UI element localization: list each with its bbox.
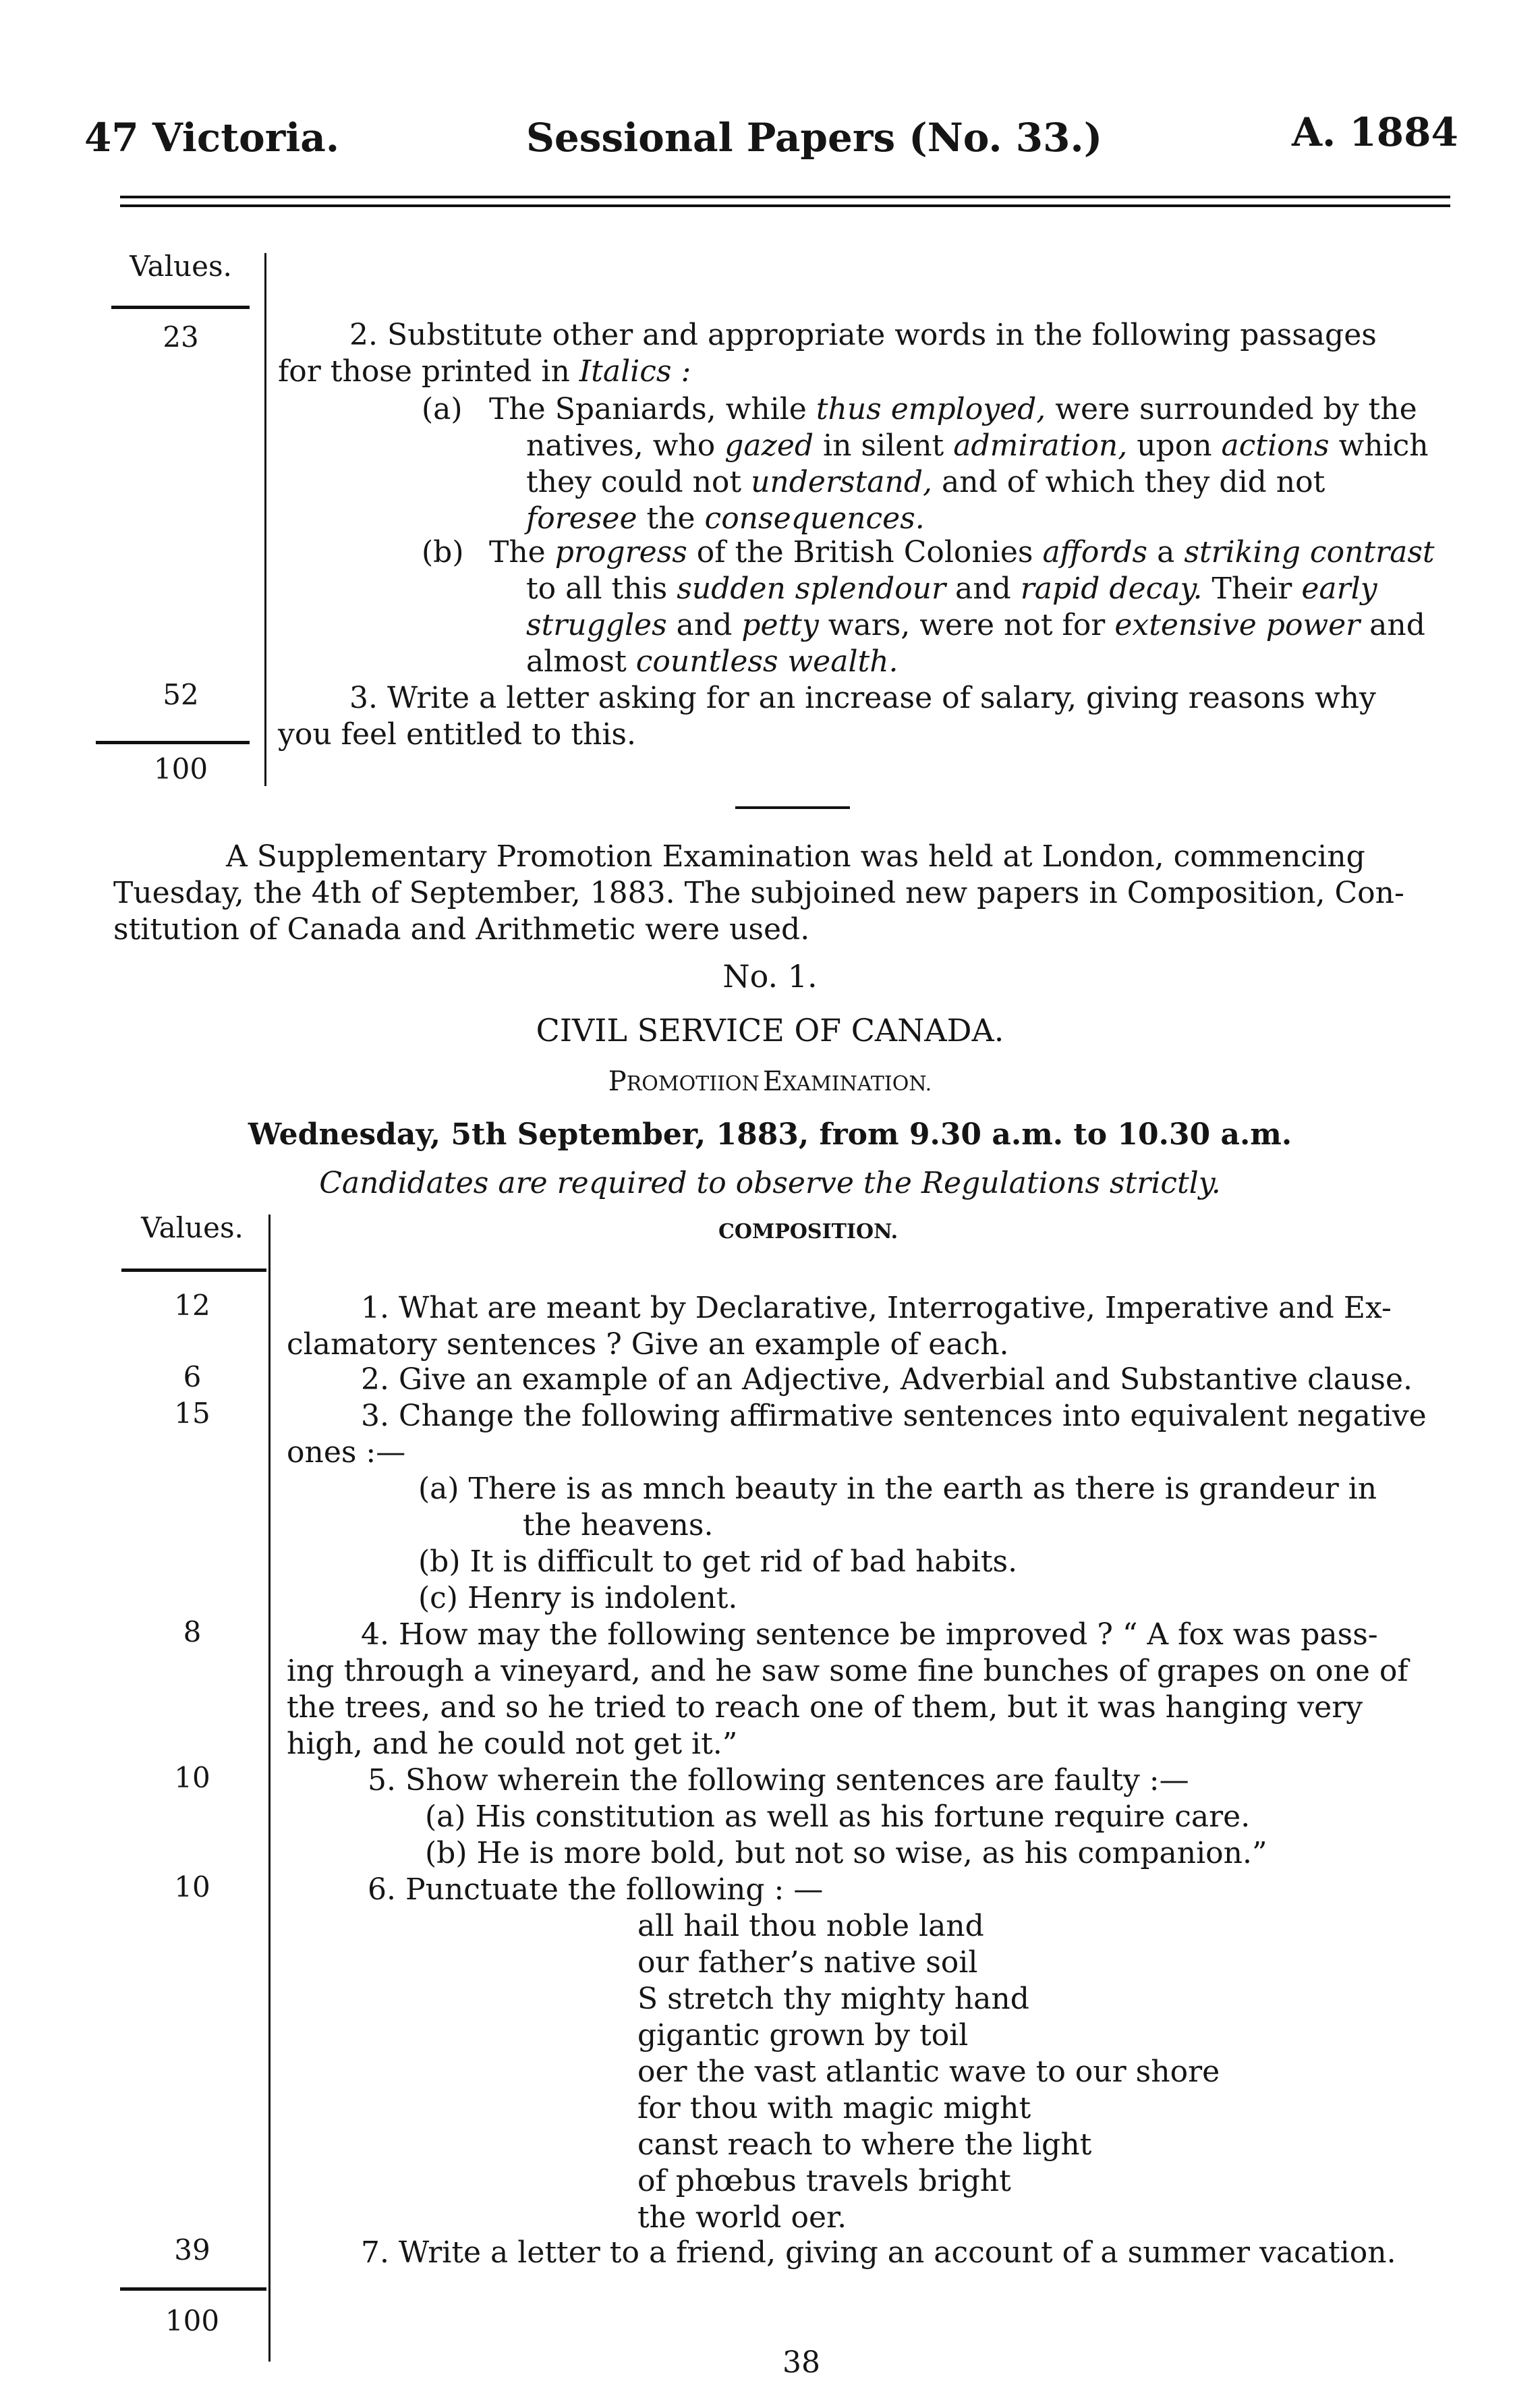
subitem-5a: (a) His constitution as well as his fortune require care.	[425, 1800, 1251, 1834]
question-5: 5. Show wherein the following sentences are faulty :—	[368, 1763, 1189, 1797]
question-2-line-2: for those printed in Italics :	[278, 354, 691, 389]
question-4-line-4: high, and he could not get it.”	[287, 1727, 738, 1761]
note-line-2: Tuesday, the 4th of September, 1883. The subjoined new papers in Composition, Con-	[113, 876, 1404, 910]
subitem-2a-line-1: The Spaniards, while thus employed, were surrounded by the	[489, 392, 1417, 426]
value-cell: 23	[163, 320, 199, 354]
exam-date: Wednesday, 5th September, 1883, from 9.30 a.m. to 10.30 a.m.	[248, 1117, 1292, 1152]
question-3-line-2: you feel entitled to this.	[278, 717, 636, 752]
subitem-2b-line-4: almost countless wealth.	[526, 644, 899, 679]
poem-line: of phœbus travels bright	[637, 2164, 1011, 2198]
question-2-line-1: 2. Substitute other and appropriate words in the following passages	[349, 318, 1377, 352]
subitem-2a-line-4: foresee the consequences.	[526, 501, 925, 536]
value-cell: 15	[174, 1397, 210, 1430]
poem-line: all hail thou noble land	[637, 1909, 984, 1943]
question-4-line-1: 4. How may the following sentence be improved ? “ A fox was pass-	[361, 1617, 1378, 1652]
poem-line: the world oer.	[637, 2200, 847, 2235]
value-total: 100	[153, 752, 208, 785]
poem-line: for thou with magic might	[637, 2091, 1031, 2125]
subitem-2b-line-2: to all this sudden splendour and rapid decay. Their early	[526, 571, 1377, 606]
subitem-2b-line-3: struggles and petty wars, were not for extensive power and	[526, 608, 1425, 642]
subitem-2b-label: (b)	[422, 535, 464, 569]
values-header-rule	[121, 1268, 266, 1272]
note-line-1: A Supplementary Promotion Examination was held at London, commencing	[226, 839, 1365, 874]
question-2: 2. Give an example of an Adjective, Adverbial and Substantive clause.	[361, 1362, 1413, 1397]
poem-line: gigantic grown by toil	[637, 2018, 969, 2053]
page-number: 38	[782, 2345, 820, 2380]
question-3-line-1: 3. Write a letter asking for an increase of salary, giving reasons why	[349, 681, 1376, 715]
note-line-3: stitution of Canada and Arithmetic were used.	[113, 912, 810, 947]
values-header-rule	[111, 306, 250, 309]
value-cell: 10	[174, 1870, 210, 1903]
value-total: 100	[165, 2304, 220, 2337]
header-rule-top	[120, 196, 1450, 198]
poem-line: oer the vast atlantic wave to our shore	[637, 2055, 1220, 2089]
value-cell: 8	[183, 1615, 202, 1648]
poem-line: canst reach to where the light	[637, 2127, 1092, 2162]
subitem-2b-line-1: The progress of the British Colonies affords a striking contrast	[489, 535, 1435, 569]
question-6: 6. Punctuate the following : —	[368, 1872, 824, 1907]
value-cell: 52	[163, 678, 199, 711]
exam-number: No. 1.	[722, 958, 818, 995]
running-head-left: 47 Victoria.	[84, 115, 340, 161]
subitem-3c: (c) Henry is indolent.	[418, 1581, 738, 1615]
running-head-right: A. 1884	[1292, 109, 1458, 155]
exam-title: CIVIL SERVICE OF CANADA.	[536, 1012, 1004, 1049]
subject-heading: COMPOSITION.	[718, 1220, 899, 1244]
poem-line: our father’s native soil	[637, 1945, 978, 1980]
question-3-line-2: ones :—	[287, 1435, 406, 1470]
subitem-3a-line-2: the heavens.	[523, 1508, 714, 1542]
question-4-line-3: the trees, and so he tried to reach one of them, but it was hanging very	[287, 1690, 1363, 1725]
question-1-line-1: 1. What are meant by Declarative, Interrogative, Imperative and Ex-	[361, 1291, 1392, 1325]
value-cell: 10	[174, 1761, 210, 1794]
value-cell: 12	[174, 1289, 210, 1322]
question-1-line-2: clamatory sentences ? Give an example of each.	[287, 1327, 1009, 1362]
header-rule-bottom	[120, 204, 1450, 207]
values-header: Values.	[130, 250, 232, 283]
subitem-2a-line-3: they could not understand, and of which they did not	[526, 465, 1325, 499]
question-4-line-2: ing through a vineyard, and he saw some fine bunches of grapes on one of	[287, 1654, 1408, 1688]
subitem-2a-line-2: natives, who gazed in silent admiration, upon actions which	[526, 428, 1429, 463]
exam-subtitle: PROMOTIION EXAMINATION.	[608, 1066, 932, 1097]
exam-instructions: Candidates are required to observe the Regulations strictly.	[319, 1166, 1221, 1200]
question-3-line-1: 3. Change the following affirmative sentences into equivalent negative	[361, 1399, 1427, 1433]
values-total-rule	[120, 2287, 266, 2291]
values-column-divider	[264, 253, 266, 786]
values-column-divider	[268, 1215, 270, 2362]
running-head-center: Sessional Papers (No. 33.)	[526, 115, 1103, 161]
subitem-5b: (b) He is more bold, but not so wise, as his companion.”	[425, 1836, 1267, 1870]
question-7: 7. Write a letter to a friend, giving an account of a summer vacation.	[361, 2235, 1396, 2270]
subitem-2a-label: (a)	[422, 392, 463, 426]
value-cell: 6	[183, 1360, 202, 1393]
values-total-rule	[96, 741, 250, 744]
poem-line: S stretch thy mighty hand	[637, 1982, 1029, 2016]
subitem-3a-line-1: (a) There is as mnch beauty in the earth as there is grandeur in	[418, 1472, 1377, 1506]
subitem-3b: (b) It is difficult to get rid of bad habits.	[418, 1544, 1018, 1579]
values-header: Values.	[141, 1211, 244, 1244]
value-cell: 39	[174, 2233, 210, 2266]
section-divider	[735, 806, 850, 809]
